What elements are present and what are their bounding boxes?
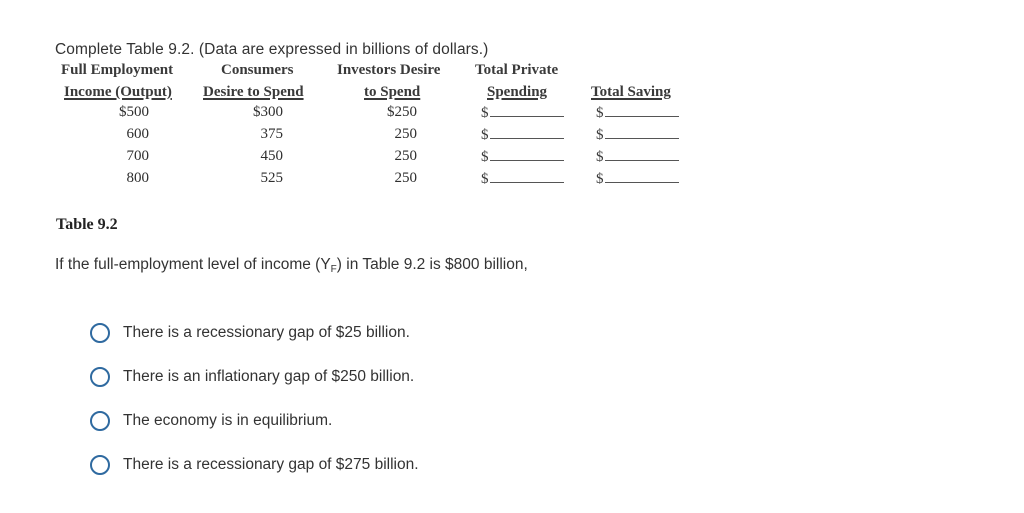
option-recessionary-gap-25[interactable] (90, 311, 419, 355)
answer-line (605, 124, 679, 139)
blank-total-private[interactable] (481, 168, 564, 189)
blank-total-private[interactable] (481, 102, 564, 123)
answer-line (490, 168, 564, 183)
question-text (55, 256, 528, 275)
blank-total-saving[interactable] (596, 124, 679, 145)
question-subscript: F (330, 264, 337, 275)
radio-button-icon[interactable] (90, 367, 110, 387)
option-label: There is an inflationary gap of $250 billion. (123, 368, 415, 385)
question-prefix: If the full-employment level of income (Y (55, 256, 331, 273)
cell-consumers: 375 (260, 126, 283, 142)
radio-button-icon[interactable] (90, 323, 110, 343)
dollar-sign: $ (481, 105, 489, 121)
instructions-text: Complete Table 9.2. (Data are expressed in billions of dollars.) (55, 41, 489, 58)
cell-investors: 250 (394, 126, 417, 142)
cell-investors: 250 (394, 148, 417, 164)
answer-options (90, 311, 419, 487)
option-equilibrium[interactable] (90, 399, 419, 443)
answer-line (490, 124, 564, 139)
radio-button-icon[interactable] (90, 455, 110, 475)
blank-total-private[interactable] (481, 146, 564, 167)
blank-total-saving[interactable] (596, 146, 679, 167)
option-inflationary-gap-250[interactable] (90, 355, 419, 399)
cell-investors: $250 (387, 104, 417, 120)
cell-income: $500 (119, 104, 149, 120)
header-total-private-line1: Total Private (475, 62, 559, 78)
answer-line (490, 102, 564, 117)
header-investors-line2: to Spend (364, 84, 421, 100)
answer-line (605, 146, 679, 161)
answer-line (490, 146, 564, 161)
cell-income: 800 (126, 170, 149, 186)
header-investors-line1: Investors Desire (337, 62, 441, 78)
dollar-sign: $ (481, 127, 489, 143)
answer-line (605, 168, 679, 183)
header-income-line2: Income (Output) (64, 84, 172, 100)
cell-consumers: $300 (253, 104, 283, 120)
cell-income: 600 (126, 126, 149, 142)
option-label: There is a recessionary gap of $25 billion. (123, 324, 410, 341)
header-total-saving: Total Saving (591, 84, 671, 100)
header-total-private-line2: Spending (487, 84, 548, 100)
option-label: There is a recessionary gap of $275 billion. (123, 456, 419, 473)
answer-line (605, 102, 679, 117)
dollar-sign: $ (481, 149, 489, 165)
header-consumers-line1: Consumers (221, 62, 294, 78)
radio-button-icon[interactable] (90, 411, 110, 431)
blank-total-saving[interactable] (596, 102, 679, 123)
dollar-sign: $ (596, 127, 604, 143)
question-suffix: ) in Table 9.2 is $800 billion, (336, 256, 528, 273)
dollar-sign: $ (596, 105, 604, 121)
dollar-sign: $ (596, 149, 604, 165)
table-caption: Table 9.2 (56, 216, 118, 233)
cell-consumers: 450 (260, 148, 283, 164)
cell-consumers: 525 (260, 170, 283, 186)
blank-total-private[interactable] (481, 124, 564, 145)
dollar-sign: $ (481, 171, 489, 187)
header-consumers-line2: Desire to Spend (203, 84, 304, 100)
option-label: The economy is in equilibrium. (123, 412, 333, 429)
dollar-sign: $ (596, 171, 604, 187)
blank-total-saving[interactable] (596, 168, 679, 189)
header-income-line1: Full Employment (61, 62, 174, 78)
cell-investors: 250 (394, 170, 417, 186)
option-recessionary-gap-275[interactable] (90, 443, 419, 487)
cell-income: 700 (126, 148, 149, 164)
